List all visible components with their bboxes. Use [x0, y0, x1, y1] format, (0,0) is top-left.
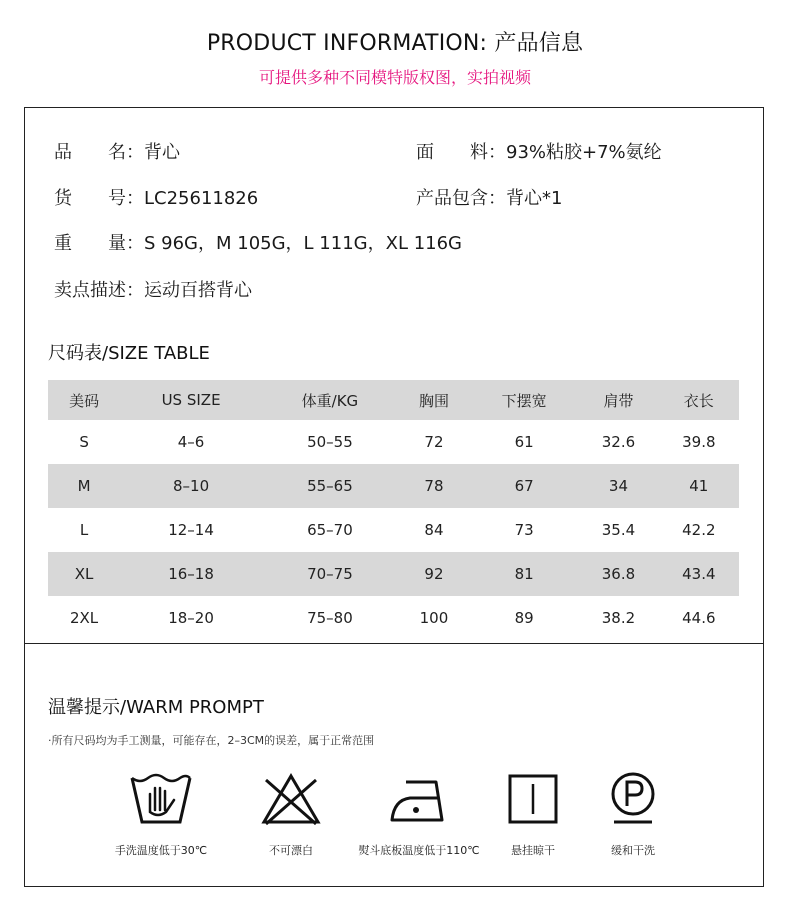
- care-item-hand-wash: [96, 770, 226, 858]
- table-cell: 70–75: [262, 552, 398, 596]
- table-cell: 41: [659, 464, 739, 508]
- size-table-title: 尺码表/SIZE TABLE: [48, 343, 210, 364]
- table-cell: 84: [424, 521, 444, 539]
- no-bleach-icon: [226, 770, 356, 828]
- info-sku: [54, 184, 258, 210]
- table-cell: 100: [419, 609, 449, 627]
- table-cell: 78: [398, 464, 470, 508]
- table-cell: 42.2: [682, 521, 716, 539]
- table-cell: M: [48, 464, 120, 508]
- table-cell: 38.2: [601, 609, 636, 627]
- care-item-dry-clean: [568, 770, 698, 858]
- iron-low-icon: [354, 770, 484, 828]
- header-cell: 体重/KG: [262, 380, 398, 420]
- table-cell: 32.6: [601, 433, 636, 451]
- table-cell: 34: [578, 464, 658, 508]
- header-cell: 肩带: [578, 380, 658, 420]
- info-fabric: [416, 138, 662, 164]
- table-cell: 92: [398, 552, 470, 596]
- info-fabric-value: 93%粘胶+7%氨纶: [506, 142, 662, 163]
- table-cell: 12–14: [168, 521, 214, 539]
- page-title: PRODUCT INFORMATION: 产品信息: [206, 31, 584, 56]
- table-cell: 39.8: [682, 433, 716, 451]
- info-name-label: 品 名：: [54, 142, 144, 163]
- table-cell: 65–70: [307, 521, 353, 539]
- info-sku-value: LC25611826: [144, 188, 259, 209]
- table-cell: 75–80: [307, 609, 353, 627]
- table-cell: 16–18: [120, 552, 262, 596]
- header-cell: US SIZE: [120, 380, 262, 420]
- table-row: [48, 420, 739, 464]
- info-selling: [54, 276, 252, 302]
- table-cell: 73: [514, 521, 534, 539]
- warm-prompt-title: 温馨提示/WARM PROMPT: [48, 697, 264, 718]
- info-includes-value: 背心*1: [506, 188, 563, 209]
- table-cell: 2XL: [69, 609, 99, 627]
- gentle-dry-clean-icon: [568, 770, 698, 828]
- table-cell: 61: [514, 433, 534, 451]
- table-cell: 89: [514, 609, 534, 627]
- table-cell: 18–20: [168, 609, 214, 627]
- table-cell: 50–55: [307, 433, 353, 451]
- info-name-value: 背心: [144, 142, 180, 163]
- care-label: 熨斗底板温度低于110℃: [358, 844, 480, 857]
- table-cell: 8–10: [120, 464, 262, 508]
- table-cell: 44.6: [682, 609, 716, 627]
- table-cell: 72: [424, 433, 444, 451]
- info-fabric-label: 面 料：: [416, 142, 506, 163]
- table-cell: 67: [470, 464, 578, 508]
- table-row: [48, 508, 739, 552]
- table-row: [48, 552, 739, 596]
- care-label: 缓和干洗: [611, 844, 655, 857]
- measurement-note: ·所有尺码均为手工测量，可能存在，2–3CM的误差，属于正常范围: [48, 734, 375, 747]
- care-item-iron: [354, 770, 484, 858]
- table-cell: 4–6: [177, 433, 205, 451]
- header-cell: 衣长: [659, 380, 739, 420]
- care-label: 不可漂白: [269, 844, 313, 857]
- table-row: [48, 596, 739, 640]
- info-name: [54, 138, 180, 164]
- info-includes: [416, 184, 562, 210]
- table-cell: 43.4: [659, 552, 739, 596]
- header-cell: 美码: [48, 380, 120, 420]
- care-label: 手洗温度低于30℃: [114, 844, 208, 857]
- table-cell: 36.8: [578, 552, 658, 596]
- hand-wash-icon: [96, 770, 226, 828]
- header-cell: 下摆宽: [470, 380, 578, 420]
- page-subtitle: 可提供多种不同模特版权图，实拍视频: [258, 68, 531, 87]
- table-cell: L: [79, 521, 89, 539]
- table-cell: 55–65: [262, 464, 398, 508]
- info-includes-label: 产品包含：: [416, 188, 506, 209]
- table-cell: XL: [48, 552, 120, 596]
- care-label: 悬挂晾干: [511, 844, 555, 857]
- size-table: [48, 380, 739, 640]
- header-cell: 胸围: [398, 380, 470, 420]
- info-weight-value: S 96G，M 105G，L 111G，XL 116G: [144, 233, 462, 254]
- section-divider: [24, 643, 764, 644]
- info-weight-label: 重 量：: [54, 233, 144, 254]
- size-table-header: [48, 380, 739, 420]
- info-sku-label: 货 号：: [54, 188, 144, 209]
- care-item-no-bleach: [226, 770, 356, 858]
- table-row: [48, 464, 739, 508]
- table-cell: 35.4: [601, 521, 636, 539]
- info-weight: [54, 229, 462, 255]
- info-selling-label: 卖点描述：: [54, 280, 144, 301]
- table-cell: 81: [470, 552, 578, 596]
- table-cell: S: [79, 433, 89, 451]
- info-selling-value: 运动百搭背心: [144, 280, 252, 301]
